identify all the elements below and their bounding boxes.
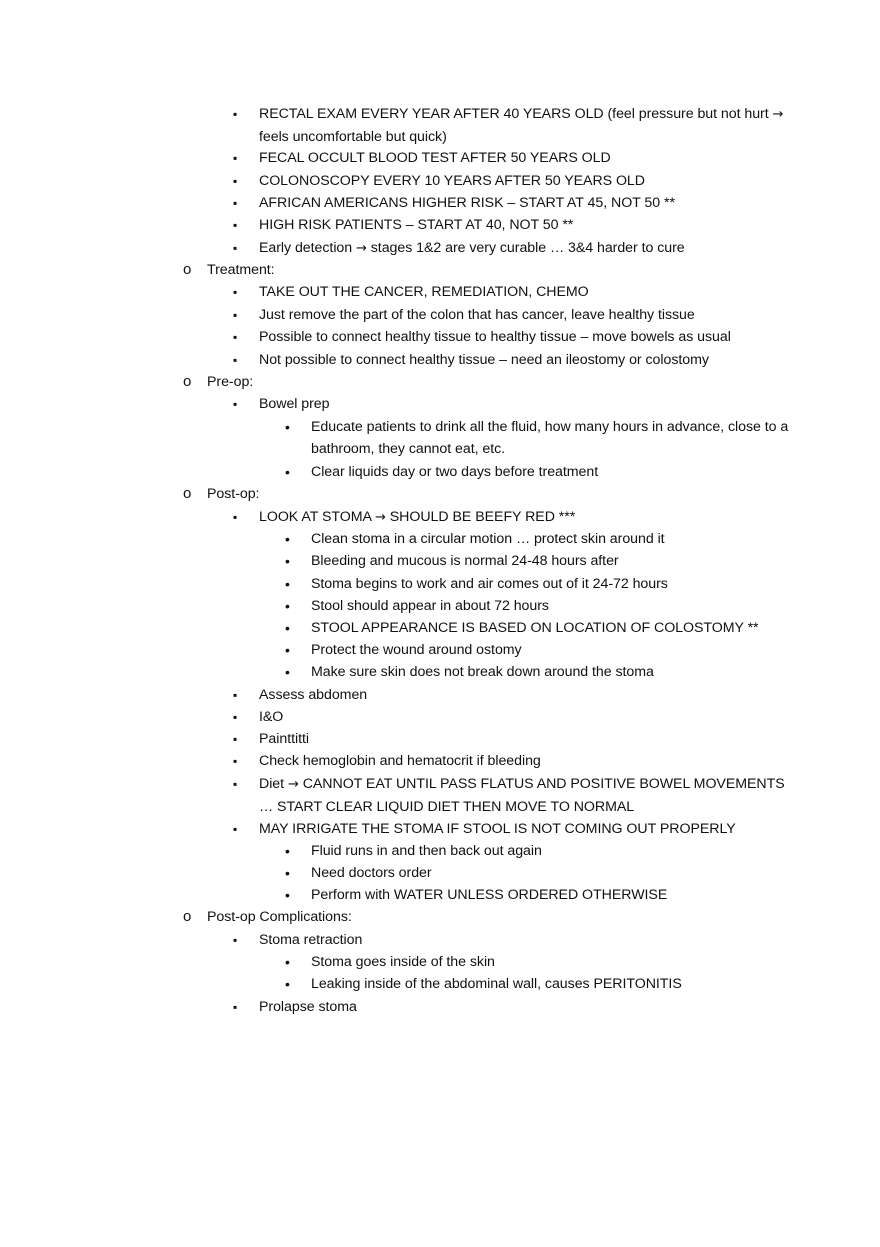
list-item: Protect the wound around ostomy: [311, 642, 522, 658]
list-item: Perform with WATER UNLESS ORDERED OTHERWISE: [311, 887, 668, 903]
dot-bullet-icon: •: [285, 419, 290, 435]
dot-bullet-icon: •: [285, 865, 290, 881]
dot-bullet-icon: •: [285, 976, 290, 992]
square-bullet-icon: ▪: [233, 151, 238, 165]
circle-bullet-icon: o: [183, 373, 192, 390]
dot-bullet-icon: •: [285, 576, 290, 592]
list-item: MAY IRRIGATE THE STOMA IF STOOL IS NOT COMING OUT PROPERLY: [259, 821, 736, 837]
square-bullet-icon: ▪: [233, 308, 238, 322]
section-heading-treatment: Treatment:: [207, 262, 275, 278]
square-bullet-icon: ▪: [233, 710, 238, 724]
list-item: Educate patients to drink all the fluid, how many hours in advance, close to a bathroom, they cannot eat, etc.: [311, 419, 789, 458]
list-item: I&O: [259, 709, 284, 725]
square-bullet-icon: ▪: [233, 107, 238, 121]
square-bullet-icon: ▪: [233, 822, 238, 836]
dot-bullet-icon: •: [285, 843, 290, 859]
list-item: COLONOSCOPY EVERY 10 YEARS AFTER 50 YEARS OLD: [259, 173, 645, 189]
square-bullet-icon: ▪: [233, 285, 238, 299]
list-item: Painttitti: [259, 731, 309, 747]
list-item: Assess abdomen: [259, 687, 368, 703]
dot-bullet-icon: •: [285, 887, 290, 903]
list-item: RECTAL EXAM EVERY YEAR AFTER 40 YEARS OLD (feel pressure but not hurt → feels uncomfortable but quick): [259, 106, 784, 146]
right-arrow-icon: →: [356, 241, 367, 256]
section-heading-postop: Post-op:: [207, 486, 260, 502]
list-item: Stoma begins to work and air comes out of it 24-72 hours: [311, 576, 668, 592]
dot-bullet-icon: •: [285, 531, 290, 547]
list-item: Stoma retraction: [259, 932, 363, 948]
list-item: Fluid runs in and then back out again: [311, 843, 542, 859]
square-bullet-icon: ▪: [233, 241, 238, 255]
list-item: Check hemoglobin and hematocrit if bleeding: [259, 753, 541, 769]
list-item: Diet → CANNOT EAT UNTIL PASS FLATUS AND POSITIVE BOWEL MOVEMENTS … START CLEAR LIQUID DIET THEN MOVE TO NORMAL: [259, 776, 785, 816]
list-item: Clear liquids day or two days before treatment: [311, 464, 599, 480]
square-bullet-icon: ▪: [233, 732, 238, 746]
circle-bullet-icon: o: [183, 908, 192, 925]
dot-bullet-icon: •: [285, 664, 290, 680]
square-bullet-icon: ▪: [233, 688, 238, 702]
list-item: STOOL APPEARANCE IS BASED ON LOCATION OF COLOSTOMY **: [311, 620, 759, 636]
list-item: Bleeding and mucous is normal 24-48 hours after: [311, 553, 619, 569]
section-heading-preop: Pre-op:: [207, 374, 254, 390]
square-bullet-icon: ▪: [233, 754, 238, 768]
list-item: Leaking inside of the abdominal wall, causes PERITONITIS: [311, 976, 682, 992]
right-arrow-icon: →: [375, 510, 386, 525]
circle-bullet-icon: o: [183, 261, 192, 278]
list-item: HIGH RISK PATIENTS – START AT 40, NOT 50 **: [259, 217, 574, 233]
list-item: Need doctors order: [311, 865, 432, 881]
list-item: Stool should appear in about 72 hours: [311, 598, 549, 614]
square-bullet-icon: ▪: [233, 933, 238, 947]
square-bullet-icon: ▪: [233, 510, 238, 524]
section-heading-complications: Post-op Complications:: [207, 909, 352, 925]
square-bullet-icon: ▪: [233, 777, 238, 791]
dot-bullet-icon: •: [285, 620, 290, 636]
square-bullet-icon: ▪: [233, 397, 238, 411]
square-bullet-icon: ▪: [233, 174, 238, 188]
square-bullet-icon: ▪: [233, 218, 238, 232]
list-item: LOOK AT STOMA → SHOULD BE BEEFY RED ***: [259, 509, 576, 525]
list-item: Clean stoma in a circular motion … protect skin around it: [311, 531, 665, 547]
list-item: Not possible to connect healthy tissue – need an ileostomy or colostomy: [259, 352, 709, 368]
circle-bullet-icon: o: [183, 485, 192, 502]
square-bullet-icon: ▪: [233, 353, 238, 367]
list-item: Just remove the part of the colon that has cancer, leave healthy tissue: [259, 307, 695, 323]
square-bullet-icon: ▪: [233, 330, 238, 344]
dot-bullet-icon: •: [285, 464, 290, 480]
list-item: Stoma goes inside of the skin: [311, 954, 495, 970]
square-bullet-icon: ▪: [233, 196, 238, 210]
list-item: TAKE OUT THE CANCER, REMEDIATION, CHEMO: [259, 284, 589, 300]
dot-bullet-icon: •: [285, 553, 290, 569]
right-arrow-icon: →: [287, 777, 299, 792]
list-item: AFRICAN AMERICANS HIGHER RISK – START AT 45, NOT 50 **: [259, 195, 675, 211]
list-item: Early detection → stages 1&2 are very curable … 3&4 harder to cure: [259, 240, 685, 256]
list-item: Bowel prep: [259, 396, 330, 412]
list-item: Possible to connect healthy tissue to healthy tissue – move bowels as usual: [259, 329, 731, 345]
dot-bullet-icon: •: [285, 642, 290, 658]
dot-bullet-icon: •: [285, 598, 290, 614]
list-item: FECAL OCCULT BLOOD TEST AFTER 50 YEARS OLD: [259, 150, 611, 166]
list-item: Prolapse stoma: [259, 999, 357, 1015]
list-item: Make sure skin does not break down around the stoma: [311, 664, 654, 680]
square-bullet-icon: ▪: [233, 1000, 238, 1014]
right-arrow-icon: →: [772, 107, 784, 122]
dot-bullet-icon: •: [285, 954, 290, 970]
